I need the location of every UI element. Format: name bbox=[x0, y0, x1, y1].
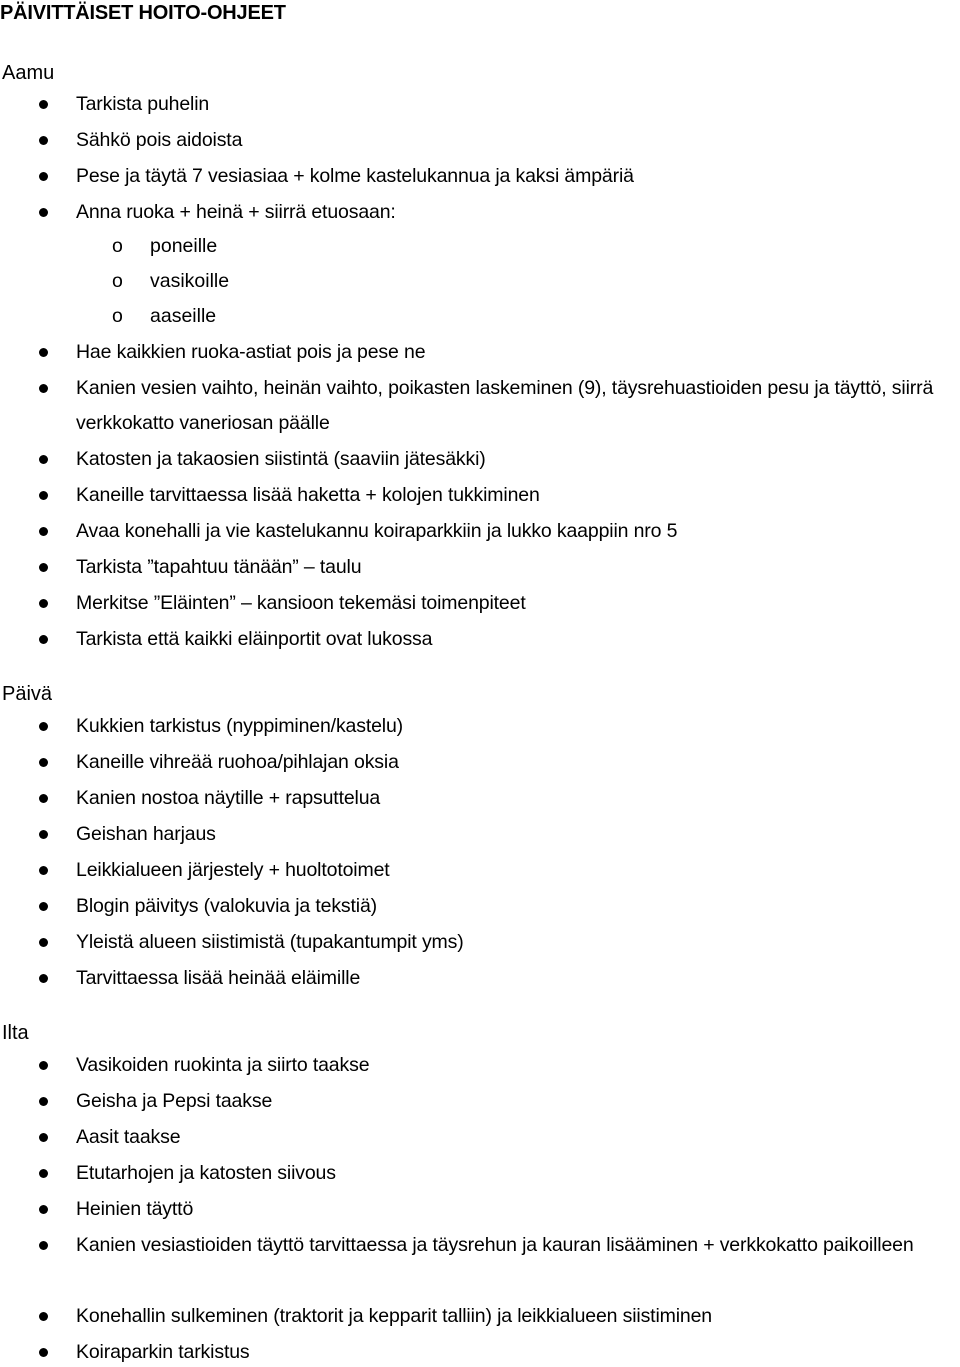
list-item: Tarkista puhelin bbox=[76, 93, 210, 115]
bullet-icon bbox=[39, 172, 48, 181]
list-item: Vasikoiden ruokinta ja siirto taakse bbox=[76, 1054, 370, 1076]
list-item: Koiraparkin tarkistus bbox=[76, 1341, 250, 1363]
list-item: Geishan harjaus bbox=[76, 823, 216, 845]
list-item: Blogin päivitys (valokuvia ja tekstiä) bbox=[76, 895, 378, 917]
bullet-icon bbox=[39, 1097, 48, 1106]
bullet-icon bbox=[39, 794, 48, 803]
bullet-icon bbox=[39, 1348, 48, 1357]
list-item: Konehallin sulkeminen (traktorit ja kepparit talliin) ja leikkialueen siistiminen bbox=[76, 1305, 712, 1327]
list-item: Katosten ja takaosien siistintä (saaviin jätesäkki) bbox=[76, 448, 486, 470]
sub-list-item: poneille bbox=[150, 235, 218, 257]
list-item: Aasit taakse bbox=[76, 1126, 181, 1148]
list-item: Geisha ja Pepsi taakse bbox=[76, 1090, 273, 1112]
sub-bullet-icon: o bbox=[112, 270, 123, 292]
bullet-icon bbox=[39, 455, 48, 464]
bullet-icon bbox=[39, 722, 48, 731]
bullet-icon bbox=[39, 1061, 48, 1070]
list-item: Kanien nostoa näytille + rapsuttelua bbox=[76, 787, 381, 809]
bullet-icon bbox=[39, 527, 48, 536]
section-label-aamu: Aamu bbox=[2, 62, 55, 84]
list-item: Avaa konehalli ja vie kastelukannu koiraparkkiin ja lukko kaappiin nro 5 bbox=[76, 520, 678, 542]
bullet-icon bbox=[39, 938, 48, 947]
bullet-icon bbox=[39, 902, 48, 911]
list-item: Tarkista että kaikki eläinportit ovat lukossa bbox=[76, 628, 433, 650]
bullet-icon bbox=[39, 974, 48, 983]
bullet-icon bbox=[39, 1205, 48, 1214]
list-item: Pese ja täytä 7 vesiasiaa + kolme kastelukannua ja kaksi ämpäriä bbox=[76, 165, 634, 187]
bullet-icon bbox=[39, 1169, 48, 1178]
sub-bullet-icon: o bbox=[112, 305, 123, 327]
bullet-icon bbox=[39, 136, 48, 145]
bullet-icon bbox=[39, 830, 48, 839]
list-item: Kanien vesien vaihto, heinän vaihto, poikasten laskeminen (9), täysrehuastioiden pesu ja täyttö, siirrä verkkokatto vaneriosan päälle bbox=[76, 377, 934, 434]
list-item: Heinien täyttö bbox=[76, 1198, 194, 1220]
list-item: Tarkista ”tapahtuu tänään” – taulu bbox=[76, 556, 362, 578]
list-item: Leikkialueen järjestely + huoltotoimet bbox=[76, 859, 390, 881]
section-label-paiva: Päivä bbox=[2, 683, 53, 705]
sub-bullet-icon: o bbox=[112, 235, 123, 257]
list-item: Sähkö pois aidoista bbox=[76, 129, 243, 151]
list-item: Kukkien tarkistus (nyppiminen/kastelu) bbox=[76, 715, 404, 737]
bullet-icon bbox=[39, 1312, 48, 1321]
list-item: Yleistä alueen siistimistä (tupakantumpit yms) bbox=[76, 931, 464, 953]
bullet-icon bbox=[39, 491, 48, 500]
bullet-icon bbox=[39, 563, 48, 572]
page-title: PÄIVITTÄISET HOITO-OHJEET bbox=[0, 2, 286, 24]
sub-list-item: vasikoille bbox=[150, 270, 230, 292]
bullet-icon bbox=[39, 1241, 48, 1250]
bullet-icon bbox=[39, 100, 48, 109]
bullet-icon bbox=[39, 1133, 48, 1142]
bullet-icon bbox=[39, 599, 48, 608]
bullet-icon bbox=[39, 384, 48, 393]
sub-list-item: aaseille bbox=[150, 305, 217, 327]
bullet-icon bbox=[39, 758, 48, 767]
bullet-icon bbox=[39, 635, 48, 644]
list-item: Merkitse ”Eläinten” – kansioon tekemäsi toimenpiteet bbox=[76, 592, 526, 614]
list-item: Anna ruoka + heinä + siirrä etuosaan: bbox=[76, 201, 396, 223]
section-label-ilta: Ilta bbox=[2, 1022, 29, 1044]
list-item: Tarvittaessa lisää heinää eläimille bbox=[76, 967, 361, 989]
list-item: Etutarhojen ja katosten siivous bbox=[76, 1162, 336, 1184]
list-item: Kaneille vihreää ruohoa/pihlajan oksia bbox=[76, 751, 399, 773]
list-item: Kaneille tarvittaessa lisää haketta + kolojen tukkiminen bbox=[76, 484, 540, 506]
bullet-icon bbox=[39, 348, 48, 357]
list-item: Hae kaikkien ruoka-astiat pois ja pese ne bbox=[76, 341, 426, 363]
list-item: Kanien vesiastioiden täyttö tarvittaessa ja täysrehun ja kauran lisääminen + verkkokatto paikoilleen bbox=[76, 1234, 914, 1256]
bullet-icon bbox=[39, 866, 48, 875]
bullet-icon bbox=[39, 208, 48, 217]
